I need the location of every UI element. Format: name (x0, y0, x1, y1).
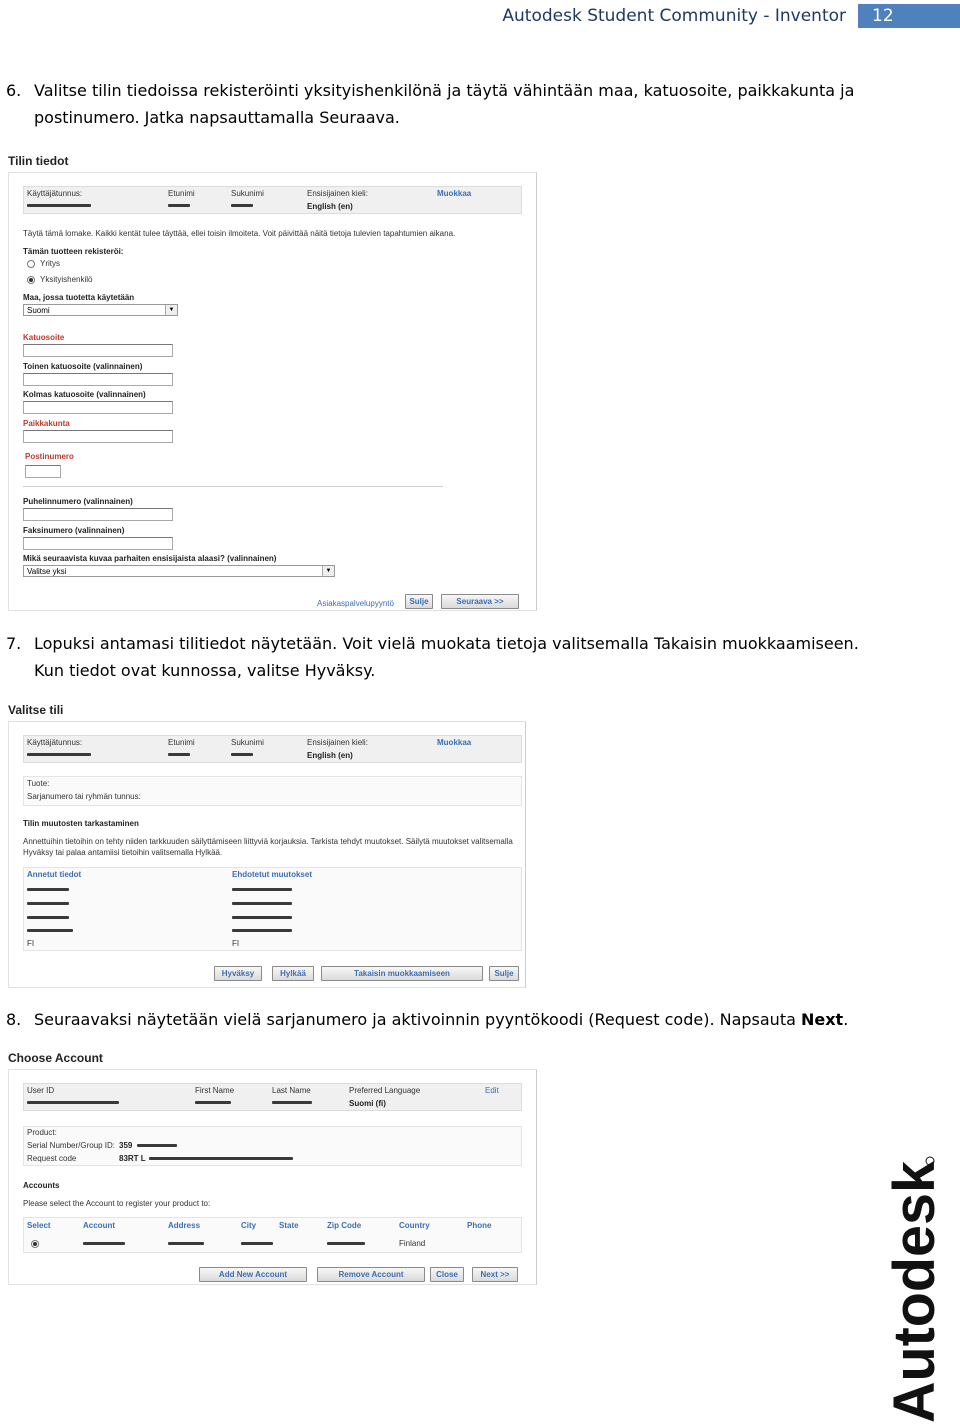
street2-label: Toinen katuosoite (valinnainen) (23, 362, 143, 371)
close-button[interactable]: Close (430, 1267, 464, 1282)
redacted-value (232, 916, 292, 919)
divider (23, 486, 443, 487)
next-button[interactable]: Next >> (472, 1267, 518, 1282)
radio-company-label: Yritys (40, 259, 60, 268)
given-country: FI (27, 939, 35, 948)
redacted-value (168, 204, 190, 207)
shot2-serial-label: Sarjanumero tai ryhmän tunnus: (27, 792, 141, 801)
shot2-userid-label: Käyttäjätunnus: (27, 738, 83, 747)
shot3-request-value: 83RT L (119, 1154, 146, 1163)
shot1-edit-link[interactable]: Muokkaa (437, 189, 472, 198)
redacted-value (168, 1242, 204, 1245)
redacted-value (27, 1101, 119, 1104)
shot1-title: Tilin tiedot (8, 154, 69, 168)
close-button[interactable]: Sulje (405, 594, 433, 609)
col-zip: Zip Code (327, 1221, 362, 1230)
street-label: Katuosoite (23, 333, 65, 342)
add-account-button[interactable]: Add New Account (199, 1267, 307, 1282)
radio-company[interactable] (27, 260, 35, 268)
city-input[interactable] (23, 430, 173, 443)
col-account: Account (83, 1221, 115, 1230)
redacted-value (27, 204, 91, 207)
shot2-frame (8, 721, 526, 988)
shot3-accounts-title: Accounts (23, 1181, 60, 1190)
step-text-cont: Kun tiedot ovat kunnossa, valitse Hyväksy. (34, 661, 376, 680)
redacted-value (149, 1157, 293, 1160)
fax-input[interactable] (23, 537, 173, 550)
shot2-edit-link[interactable]: Muokkaa (437, 738, 472, 747)
shot3-frame (8, 1069, 537, 1285)
redacted-value (232, 929, 292, 932)
support-request-link[interactable]: Asiakaspalvelupyyntö (317, 599, 394, 608)
step-text-cont: postinumero. Jatka napsauttamalla Seuraava. (34, 108, 400, 127)
remove-account-button[interactable]: Remove Account (317, 1267, 425, 1282)
shot3-lang-label: Preferred Language (349, 1086, 421, 1095)
col-given-header: Annetut tiedot (27, 870, 82, 879)
redacted-value (232, 888, 292, 891)
redacted-value (27, 929, 73, 932)
step-text-bold: Next (800, 1010, 844, 1029)
redacted-value (231, 204, 253, 207)
priority-select[interactable] (23, 565, 335, 577)
shot1-frame (8, 172, 537, 611)
shot3-last-label: Last Name (272, 1086, 311, 1095)
shot3-request-label: Request code (27, 1154, 77, 1163)
shot3-instruction: Please select the Account to register your product to: (23, 1199, 211, 1208)
country-label: Maa, jossa tuotetta käytetään (23, 293, 135, 302)
shot3-serial-value: 359 (119, 1141, 133, 1150)
shot3-title: Choose Account (8, 1051, 103, 1065)
suggested-country: FI (232, 939, 240, 948)
shot3-first-label: First Name (195, 1086, 235, 1095)
shot1-first-label: Etunimi (168, 189, 195, 198)
shot1-lang-value: English (en) (307, 202, 353, 211)
step-6 (6, 77, 854, 131)
chevron-down-icon: ▼ (165, 305, 177, 315)
col-suggested-header: Ehdotetut muutokset (232, 870, 312, 879)
phone-input[interactable] (23, 508, 173, 521)
phone-label: Puhelinnumero (valinnainen) (23, 497, 133, 506)
col-country: Country (399, 1221, 430, 1230)
col-phone: Phone (467, 1221, 492, 1230)
step-7 (6, 630, 859, 684)
shot2-first-label: Etunimi (168, 738, 195, 747)
shot2-last-label: Sukunimi (231, 738, 264, 747)
shot3-edit-link[interactable]: Edit (485, 1086, 499, 1095)
page-number-badge: 12 (858, 4, 960, 28)
redacted-value (83, 1242, 125, 1245)
shot1-userid-label: Käyttäjätunnus: (27, 189, 83, 198)
shot1-register-label: Tämän tuotteen rekisteröi: (23, 247, 124, 256)
priority-select-value: Valitse yksi (27, 567, 67, 576)
redacted-value (231, 753, 253, 756)
autodesk-logo (880, 1155, 950, 1425)
document-header-title: Autodesk Student Community - Inventor (502, 6, 846, 26)
step-text: Valitse tilin tiedoissa rekisteröinti yksityishenkilönä ja täytä vähintään maa, katuosoite, paikkakunta ja (34, 81, 855, 100)
shot2-title: Valitse tili (8, 703, 64, 717)
shot2-lang-label: Ensisijainen kieli: (307, 738, 368, 747)
col-state: State (279, 1221, 299, 1230)
step-number: 8. (6, 1010, 22, 1029)
redacted-value (232, 902, 292, 905)
street2-input[interactable] (23, 373, 173, 386)
step-8 (6, 1006, 848, 1033)
street-input[interactable] (23, 344, 173, 357)
autodesk-logo-text: Autodesk (882, 1158, 947, 1423)
redacted-value (27, 916, 69, 919)
col-address: Address (168, 1221, 201, 1230)
shot3-userid-label: User ID (27, 1086, 55, 1095)
step-text: Lopuksi antamasi tilitiedot näytetään. Voit vielä muokata tietoja valitsemalla Takaisin muokkaamiseen. (34, 634, 859, 653)
next-button[interactable]: Seuraava >> (441, 594, 519, 609)
shot2-changes-table (23, 867, 522, 951)
shot2-product-label: Tuote: (27, 779, 50, 788)
shot3-lang-value: Suomi (fi) (349, 1099, 386, 1108)
step-number: 6. (6, 81, 22, 100)
city-label: Paikkakunta (23, 419, 70, 428)
redacted-value (195, 1101, 231, 1104)
shot2-check-text2: Hyväksy tai palaa antamiisi tietoihin valitsemalla Hylkää. (23, 848, 223, 857)
chevron-down-icon: ▼ (322, 566, 334, 576)
step-text-end: . (843, 1010, 849, 1029)
accept-button[interactable]: Hyväksy (214, 966, 262, 981)
shot3-serial-label: Serial Number/Group ID: (27, 1141, 116, 1150)
shot2-check-title: Tilin muutosten tarkastaminen (23, 819, 139, 828)
close-button[interactable]: Sulje (489, 966, 519, 981)
account-select-radio[interactable] (31, 1240, 39, 1248)
street3-input[interactable] (23, 401, 173, 414)
redacted-value (27, 888, 69, 891)
shot1-last-label: Sukunimi (231, 189, 264, 198)
radio-private-label: Yksityishenkilö (40, 275, 93, 284)
postal-input[interactable] (25, 465, 61, 478)
redacted-value (327, 1242, 365, 1245)
shot2-product-bar (23, 776, 522, 806)
shot1-lang-label: Ensisijainen kieli: (307, 189, 368, 198)
redacted-value (27, 753, 91, 756)
col-city: City (241, 1221, 257, 1230)
country-select-value: Suomi (27, 306, 50, 315)
account-country: Finland (399, 1239, 426, 1248)
shot3-product-label: Product: (27, 1128, 57, 1137)
redacted-value (241, 1242, 273, 1245)
postal-label: Postinumero (25, 452, 74, 461)
redacted-value (168, 753, 190, 756)
shot2-check-text1: Annettuihin tietoihin on tehty niiden tarkkuuden säilyttämiseen liittyviä korjauksia. Tarkista tehdyt muutokset. Säilytä muutokset valitsemalla (23, 837, 513, 846)
priority-label: Mikä seuraavista kuvaa parhaiten ensisijaista alaasi? (valinnainen) (23, 554, 277, 563)
shot1-note: Täytä tämä lomake. Kaikki kentät tulee täyttää, ellei toisin ilmoiteta. Voit päivittää näitä tietoja tulevien tapahtumien aikana. (23, 229, 456, 238)
redacted-value (272, 1101, 312, 1104)
fax-label: Faksinumero (valinnainen) (23, 526, 125, 535)
back-to-edit-button[interactable]: Takaisin muokkaamiseen (321, 966, 483, 981)
country-select[interactable] (23, 304, 178, 316)
redacted-value (27, 902, 69, 905)
redacted-value (137, 1144, 177, 1147)
shot2-lang-value: English (en) (307, 751, 353, 760)
radio-private[interactable] (27, 276, 35, 284)
step-number: 7. (6, 634, 22, 653)
col-select: Select (27, 1221, 51, 1230)
step-text: Seuraavaksi näytetään vielä sarjanumero ja aktivoinnin pyyntökoodi (Request code). Napsauta (34, 1010, 801, 1029)
reject-button[interactable]: Hylkää (272, 966, 314, 981)
street3-label: Kolmas katuosoite (valinnainen) (23, 390, 146, 399)
